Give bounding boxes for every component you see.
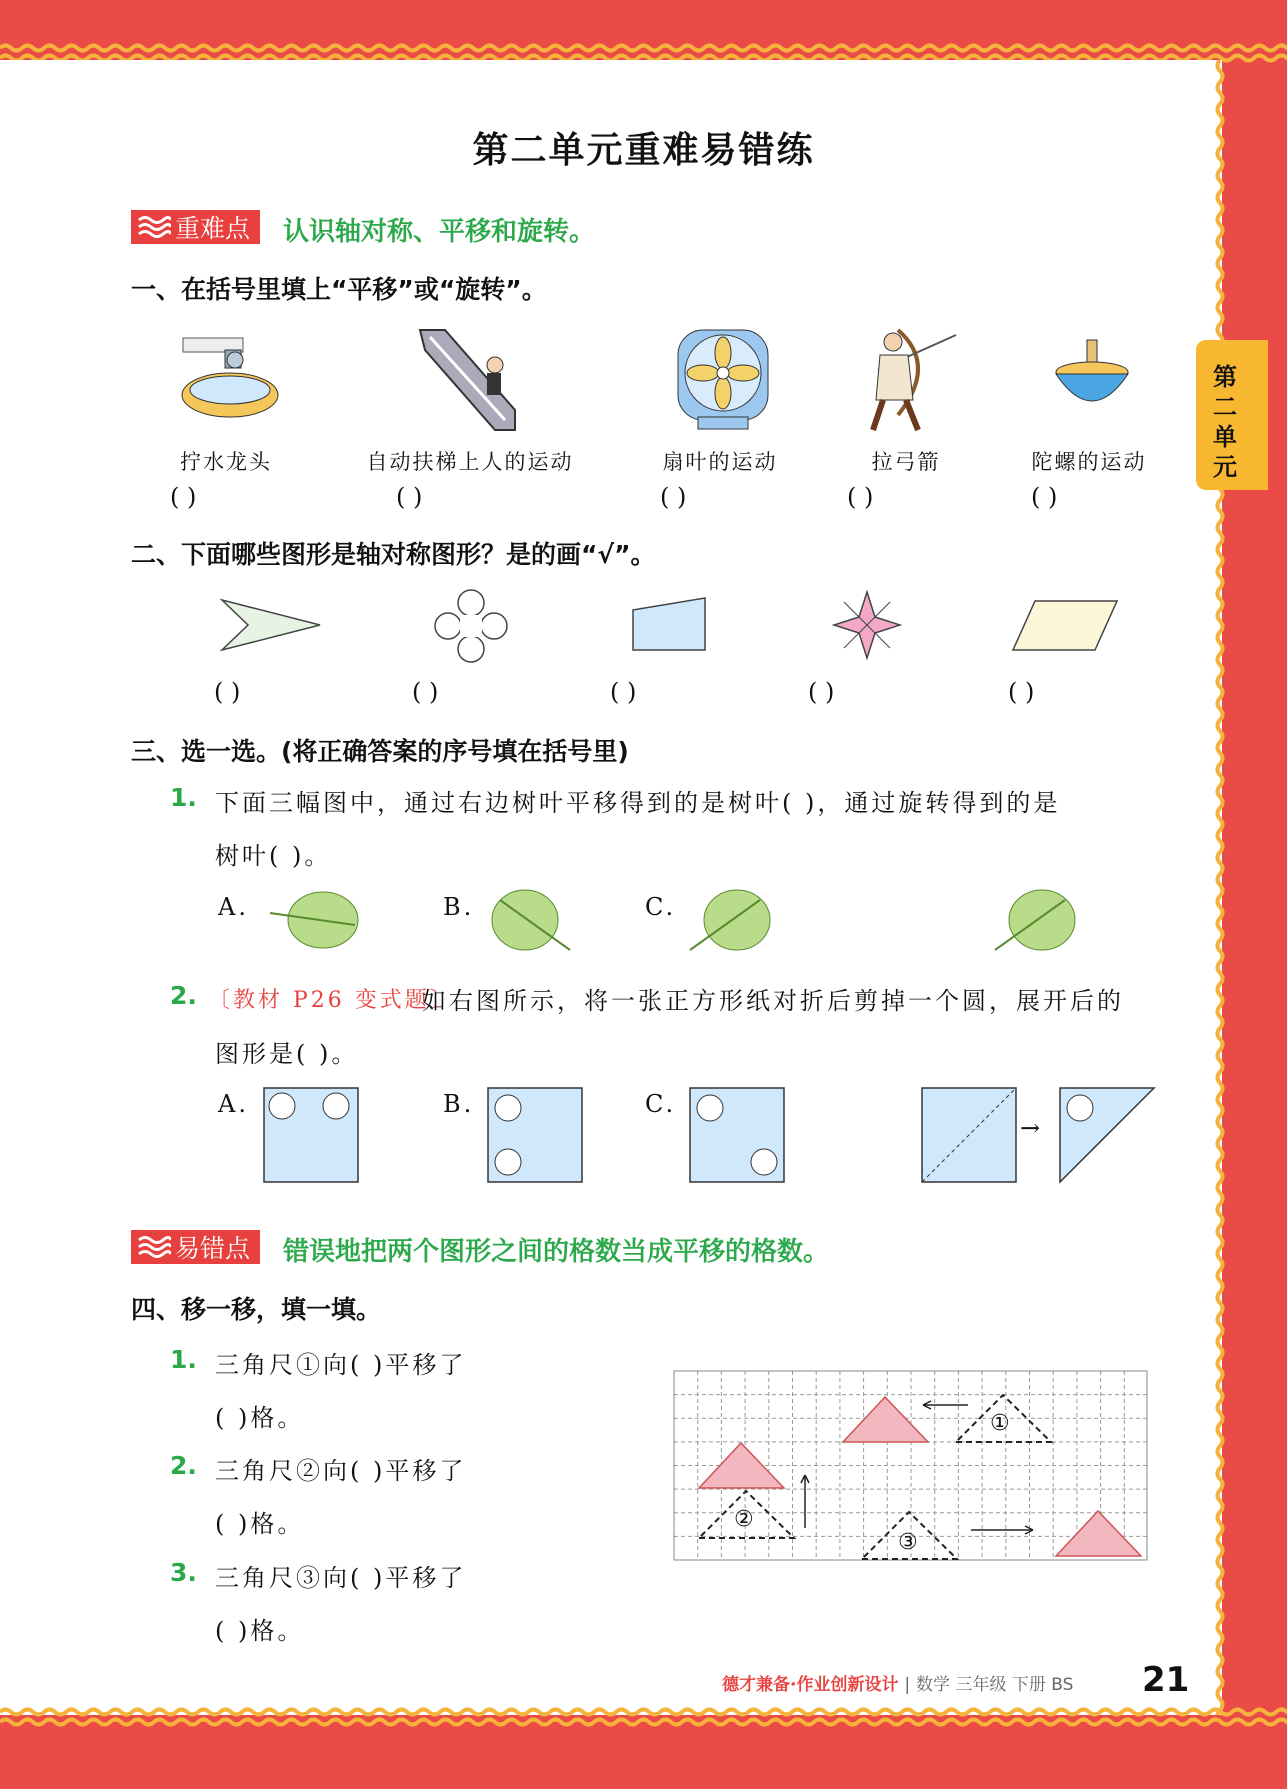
key-point-tag (131, 210, 260, 244)
q1-caption-archer: 拉弓箭 (871, 450, 941, 474)
error-point-text: 错误地把两个图形之间的格数当成平移的格数。 (283, 1237, 830, 1267)
escalator-icon (415, 325, 525, 435)
folded-square-diagram (920, 1086, 1020, 1184)
question-4-stem: 四、移一移，填一填。 (131, 1295, 382, 1324)
reference-leaf-icon (990, 885, 1080, 960)
page-number: 21 (1142, 1660, 1190, 1700)
grid-label-3: ③ (898, 1530, 918, 1555)
question-2-stem: 二、下面哪些图形是轴对称图形？是的画“√”。 (131, 540, 656, 569)
fold-arrow-icon: → (1020, 1114, 1044, 1142)
electric-fan-icon (673, 325, 773, 435)
clover-shape-icon (432, 587, 510, 665)
q3-part-1-number: 1. (170, 783, 197, 812)
q1-answer-1[interactable]: ( ) (170, 483, 197, 511)
q1-answer-2[interactable]: ( ) (396, 483, 423, 511)
unit-side-tab-label: 第二单元 (1213, 363, 1237, 481)
key-point-text: 认识轴对称、平移和旋转。 (283, 217, 596, 247)
wave-lines-icon (137, 1234, 171, 1260)
leaf-b-icon (485, 885, 575, 960)
q3-1-option-b: B. (443, 893, 475, 921)
square-option-a (262, 1086, 360, 1184)
square-option-b (486, 1086, 584, 1184)
folded-triangle-diagram (1058, 1086, 1158, 1184)
error-point-tag-label: 易错点 (175, 1234, 251, 1263)
q3-1-option-c: C. (645, 893, 677, 921)
q1-caption-fan: 扇叶的运动 (662, 450, 778, 474)
error-point-tag (131, 1230, 260, 1264)
q3-part-2-line-1: 如右图所示，将一张正方形纸对折后剪掉一个圆，展开后的 (422, 987, 1124, 1015)
question-3-stem: 三、选一选。(将正确答案的序号填在括号里) (131, 737, 629, 766)
q3-part-1-line-1: 下面三幅图中，通过右边树叶平移得到的是树叶( )，通过旋转得到的是 (215, 789, 1061, 817)
leaf-a-icon (265, 885, 365, 955)
bottom-wavy-border (0, 1700, 1287, 1736)
q2-answer-5[interactable]: ( ) (1008, 678, 1035, 706)
footer-credit (722, 1670, 1073, 1695)
q4-item-3-number: 3. (170, 1558, 197, 1587)
q4-item-2-line-2: ( )格。 (215, 1510, 305, 1538)
q4-item-2-number: 2. (170, 1451, 197, 1480)
q1-answer-3[interactable]: ( ) (660, 483, 687, 511)
q4-item-3-line-1: 三角尺③向( )平移了 (215, 1564, 467, 1592)
q1-caption-escalator: 自动扶梯上人的运动 (366, 450, 574, 474)
page-title: 第二单元重难易错练 (472, 130, 815, 171)
q3-2-option-c: C. (645, 1090, 677, 1118)
star-shape-icon (832, 590, 902, 660)
footer-book-info: 数学 三年级 下册 BS (916, 1675, 1074, 1695)
q4-item-3-line-2: ( )格。 (215, 1617, 305, 1645)
q1-answer-5[interactable]: ( ) (1031, 483, 1058, 511)
q1-answer-4[interactable]: ( ) (847, 483, 874, 511)
wave-lines-icon (137, 214, 171, 240)
parallelogram-shape-icon (1010, 598, 1120, 653)
q4-item-2-line-1: 三角尺②向( )平移了 (215, 1457, 467, 1485)
q4-item-1-number: 1. (170, 1345, 197, 1374)
key-point-tag-label: 重难点 (175, 214, 251, 243)
footer-separator: | (904, 1675, 911, 1695)
q2-answer-4[interactable]: ( ) (808, 678, 835, 706)
q2-answer-2[interactable]: ( ) (412, 678, 439, 706)
q3-1-option-a: A. (218, 893, 249, 921)
grid-label-2: ② (734, 1507, 754, 1532)
q1-caption-faucet: 拧水龙头 (180, 450, 272, 474)
spinning-top-icon (1052, 338, 1132, 418)
trapezoid-shape-icon (630, 595, 710, 655)
q1-caption-top: 陀螺的运动 (1031, 450, 1147, 474)
q3-2-option-b: B. (443, 1090, 475, 1118)
q3-2-option-a: A. (218, 1090, 249, 1118)
q2-answer-1[interactable]: ( ) (214, 678, 241, 706)
archer-icon (858, 320, 958, 435)
q4-item-1-line-2: ( )格。 (215, 1404, 305, 1432)
q4-item-1-line-1: 三角尺①向( )平移了 (215, 1351, 467, 1379)
grid-label-1: ① (990, 1411, 1010, 1436)
square-option-c (688, 1086, 786, 1184)
leaf-c-icon (685, 885, 775, 960)
q3-part-2-number: 2. (170, 981, 197, 1010)
q2-answer-3[interactable]: ( ) (610, 678, 637, 706)
q3-part-2-line-2: 图形是( )。 (215, 1040, 359, 1068)
q3-part-2-source-note: 〔教材 P26 变式题〕 (208, 988, 455, 1013)
right-wavy-border (1210, 60, 1230, 1715)
question-1-stem: 一、在括号里填上“平移”或“旋转”。 (131, 275, 547, 304)
q3-part-1-line-2: 树叶( )。 (215, 842, 332, 870)
footer-brand: 德才兼备·作业创新设计 (722, 1675, 899, 1695)
arrow-shape-icon (220, 595, 325, 655)
faucet-icon (175, 330, 285, 430)
